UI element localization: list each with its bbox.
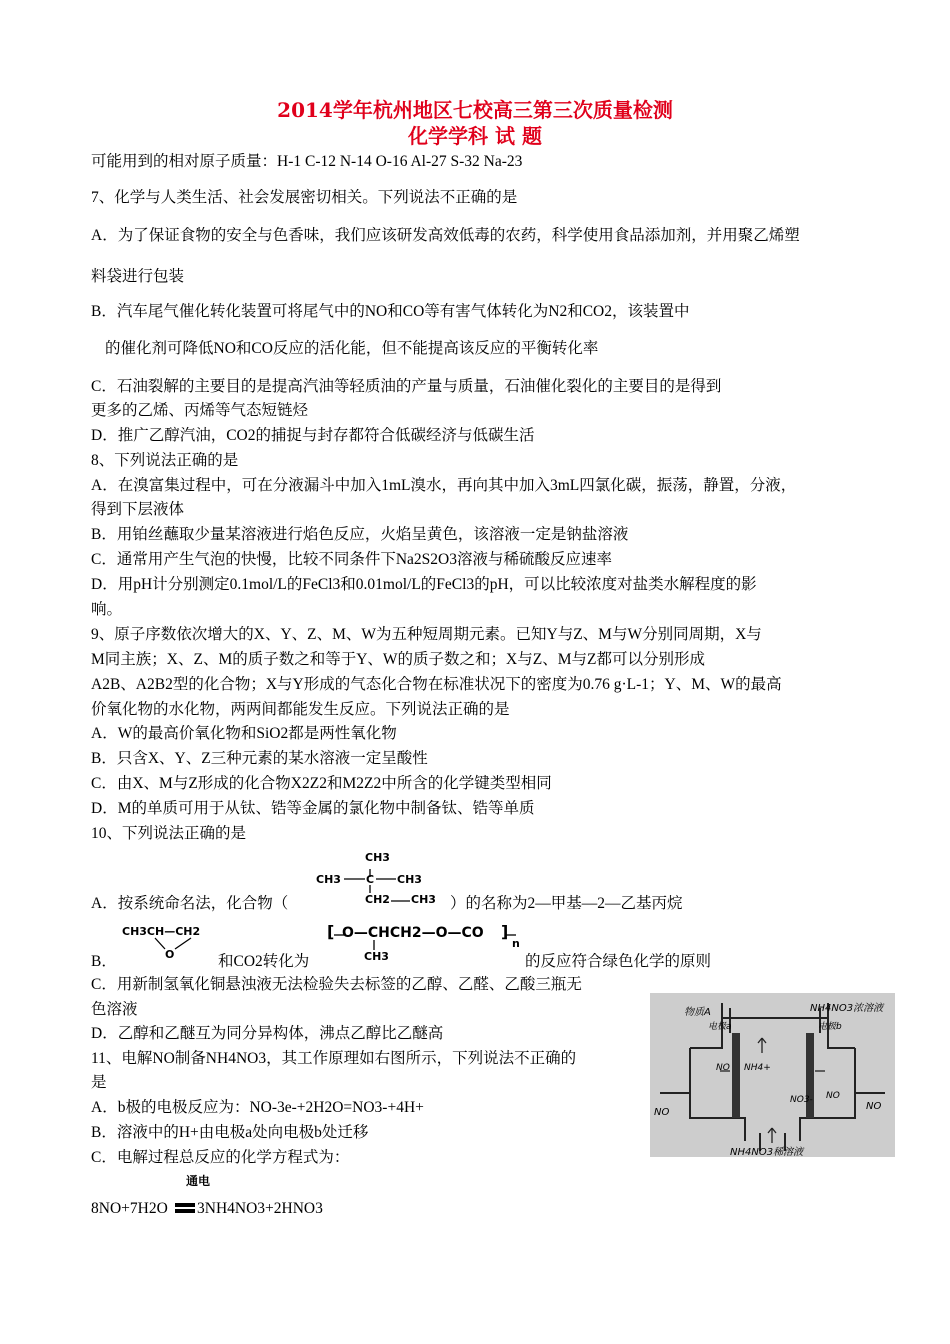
q11-stem-line1: 11、电解NO制备NH4NO3，其工作原理如右图所示，下列说法不正确的 bbox=[91, 1050, 577, 1067]
q9-option-b: B．只含X、Y、Z三种元素的某水溶液一定呈酸性 bbox=[91, 750, 428, 767]
q8-option-d-line2: 响。 bbox=[91, 601, 123, 618]
equation-left: 8NO+7H2O bbox=[91, 1200, 168, 1217]
q11-option-c: C．电解过程总反应的化学方程式为： bbox=[91, 1149, 350, 1166]
q9-stem-line2: M同主族；X、Z、M的质子数之和等于Y、W的质子数之和；X与Z、M与Z都可以分别形成 bbox=[91, 651, 705, 668]
q7-option-c-line1: C．石油裂解的主要目的是提高汽油等轻质油的产量与质量，石油催化裂化的主要目的是得到 bbox=[91, 378, 722, 395]
fig-electrode-b: 电极b bbox=[818, 1022, 842, 1032]
q10-option-d: D．乙醇和乙醚互为同分异构体，沸点乙醇比乙醚高 bbox=[91, 1025, 444, 1042]
struct-a-bonds bbox=[330, 855, 440, 910]
fig-no-center-right: NO bbox=[826, 1091, 840, 1101]
q8-stem: 8、下列说法正确的是 bbox=[91, 452, 239, 469]
q10-stem: 10、下列说法正确的是 bbox=[91, 825, 247, 842]
q11-option-b: B．溶液中的H+由电极a处向电极b处迁移 bbox=[91, 1124, 369, 1141]
q7-option-b-line1: B．汽车尾气催化转化装置可将尾气中的NO和CO等有害气体转化为N2和CO2，该装置中 bbox=[91, 303, 690, 320]
struct-a-top: CH3 bbox=[365, 851, 390, 864]
polymer-bonds bbox=[330, 920, 520, 956]
fig-no3: NO3- bbox=[790, 1095, 813, 1105]
struct-a-bottom-right: CH3 bbox=[411, 893, 436, 906]
polymer-methyl: CH3 bbox=[364, 950, 389, 963]
q10-option-b-mid: 和CO2转化为 bbox=[218, 953, 310, 970]
polymer-bracket-close: ] bbox=[501, 922, 509, 941]
polymer-main: O—CHCH2—O—CO bbox=[342, 925, 484, 941]
q7-option-c-line2: 更多的乙烯、丙烯等气态短链烃 bbox=[91, 402, 309, 419]
q11-stem-line2: 是 bbox=[91, 1074, 107, 1091]
electrolysis-figure bbox=[650, 993, 895, 1157]
q10-option-a-post: ）的名称为2—甲基—2—乙基丙烷 bbox=[450, 895, 683, 912]
q9-option-d: D．M的单质可用于从钛、锆等金属的氯化物中制备钛、锆等单质 bbox=[91, 800, 535, 817]
q8-option-a-line2: 得到下层液体 bbox=[91, 501, 185, 518]
q7-option-d: D．推广乙醇汽油，CO2的捕捉与封存都符合低碳经济与低碳生活 bbox=[91, 427, 535, 444]
q7-option-a-line1: A．为了保证食物的安全与色香味，我们应该研发高效低毒的农药，科学使用食品添加剂，并用聚乙烯塑 bbox=[91, 227, 800, 244]
q10-option-c-line2: 色溶液 bbox=[91, 1001, 138, 1018]
fig-electrode-a: 电极a bbox=[708, 1022, 732, 1032]
epoxide-chain: CH3CH—CH2 bbox=[122, 925, 201, 938]
q10-option-c-line1: C．用新制氢氧化铜悬浊液无法检验失去标签的乙醇、乙醛、乙酸三瓶无 bbox=[91, 976, 582, 993]
fig-no-inlet-left: NO bbox=[654, 1107, 670, 1118]
electrolysis-condition: 通电 bbox=[186, 1174, 211, 1188]
struct-a-left: CH3 bbox=[316, 873, 341, 886]
fig-no-left: NO bbox=[716, 1063, 730, 1073]
q9-stem-line3: A2B、A2B2型的化合物；X与Y形成的气态化合物在标准状况下的密度为0.76 g·L-1；Y、M、W的最高 bbox=[91, 676, 782, 693]
q7-option-b-line2: 的催化剂可降低NO和CO反应的活化能，但不能提高该反应的平衡转化率 bbox=[105, 340, 599, 357]
fig-dilute-solution: NH4NO3稀溶液 bbox=[730, 1147, 804, 1158]
q9-option-c: C．由X、M与Z形成的化合物X2Z2和M2Z2中所含的化学键类型相同 bbox=[91, 775, 552, 792]
q8-option-d-line1: D．用pH计分别测定0.1mol/L的FeCl3和0.01mol/L的FeCl3的pH，可以比较浓度对盐类水解程度的影 bbox=[91, 576, 757, 593]
q8-option-b: B．用铂丝蘸取少量某溶液进行焰色反应，火焰呈黄色，该溶液一定是钠盐溶液 bbox=[91, 526, 629, 543]
q9-stem-line1: 9、原子序数依次增大的X、Y、Z、M、W为五种短周期元素。已知Y与Z、M与W分别同周期，X与 bbox=[91, 626, 762, 643]
q10-option-a-pre: A．按系统命名法，化合物（ bbox=[91, 895, 289, 912]
equals-sign bbox=[174, 1201, 196, 1215]
fig-no-inlet-right: NO bbox=[866, 1101, 882, 1112]
q9-option-a: A．W的最高价氧化物和SiO2都是两性氧化物 bbox=[91, 725, 397, 742]
q8-option-a-line1: A．在溴富集过程中，可在分液漏斗中加入1mL溴水，再向其中加入3mL四氯化碳，振荡，静置，分液， bbox=[91, 477, 797, 494]
exam-title: 2014学年杭州地区七校高三第三次质量检测 bbox=[277, 98, 673, 122]
atomic-masses: 可能用到的相对原子质量：H-1 C-12 N-14 O-16 Al-27 S-32 Na-23 bbox=[91, 153, 523, 170]
q7-option-a-line2: 料袋进行包装 bbox=[91, 268, 185, 285]
epoxide-bonds bbox=[145, 936, 205, 954]
fig-nh4: NH4+ bbox=[744, 1063, 771, 1073]
equation-right: 3NH4NO3+2HNO3 bbox=[197, 1200, 323, 1217]
q10-option-b-label: B． bbox=[91, 953, 117, 970]
struct-a-bottom-left: CH2 bbox=[365, 893, 390, 906]
polymer-subscript-n: n bbox=[512, 937, 520, 950]
fig-concentrated-solution: NH4NO3浓溶液 bbox=[810, 1003, 884, 1014]
struct-a-right: CH3 bbox=[397, 873, 422, 886]
q7-stem: 7、化学与人类生活、社会发展密切相关。下列说法不正确的是 bbox=[91, 189, 518, 206]
q10-option-b-post: 的反应符合绿色化学的原则 bbox=[525, 953, 712, 970]
fig-material-a: 物质A bbox=[684, 1007, 711, 1018]
q11-option-a: A．b极的电极反应为：NO-3e-+2H2O=NO3-+4H+ bbox=[91, 1099, 424, 1116]
epoxide-oxygen: O bbox=[165, 948, 175, 961]
struct-a-center: C bbox=[366, 873, 375, 886]
exam-subtitle: 化学学科 试 题 bbox=[408, 124, 542, 148]
q8-option-c: C．通常用产生气泡的快慢，比较不同条件下Na2S2O3溶液与稀硫酸反应速率 bbox=[91, 551, 612, 568]
polymer-bracket-open: [ bbox=[327, 922, 335, 941]
q9-stem-line4: 价氧化物的水化物，两两间都能发生反应。下列说法正确的是 bbox=[91, 701, 510, 718]
